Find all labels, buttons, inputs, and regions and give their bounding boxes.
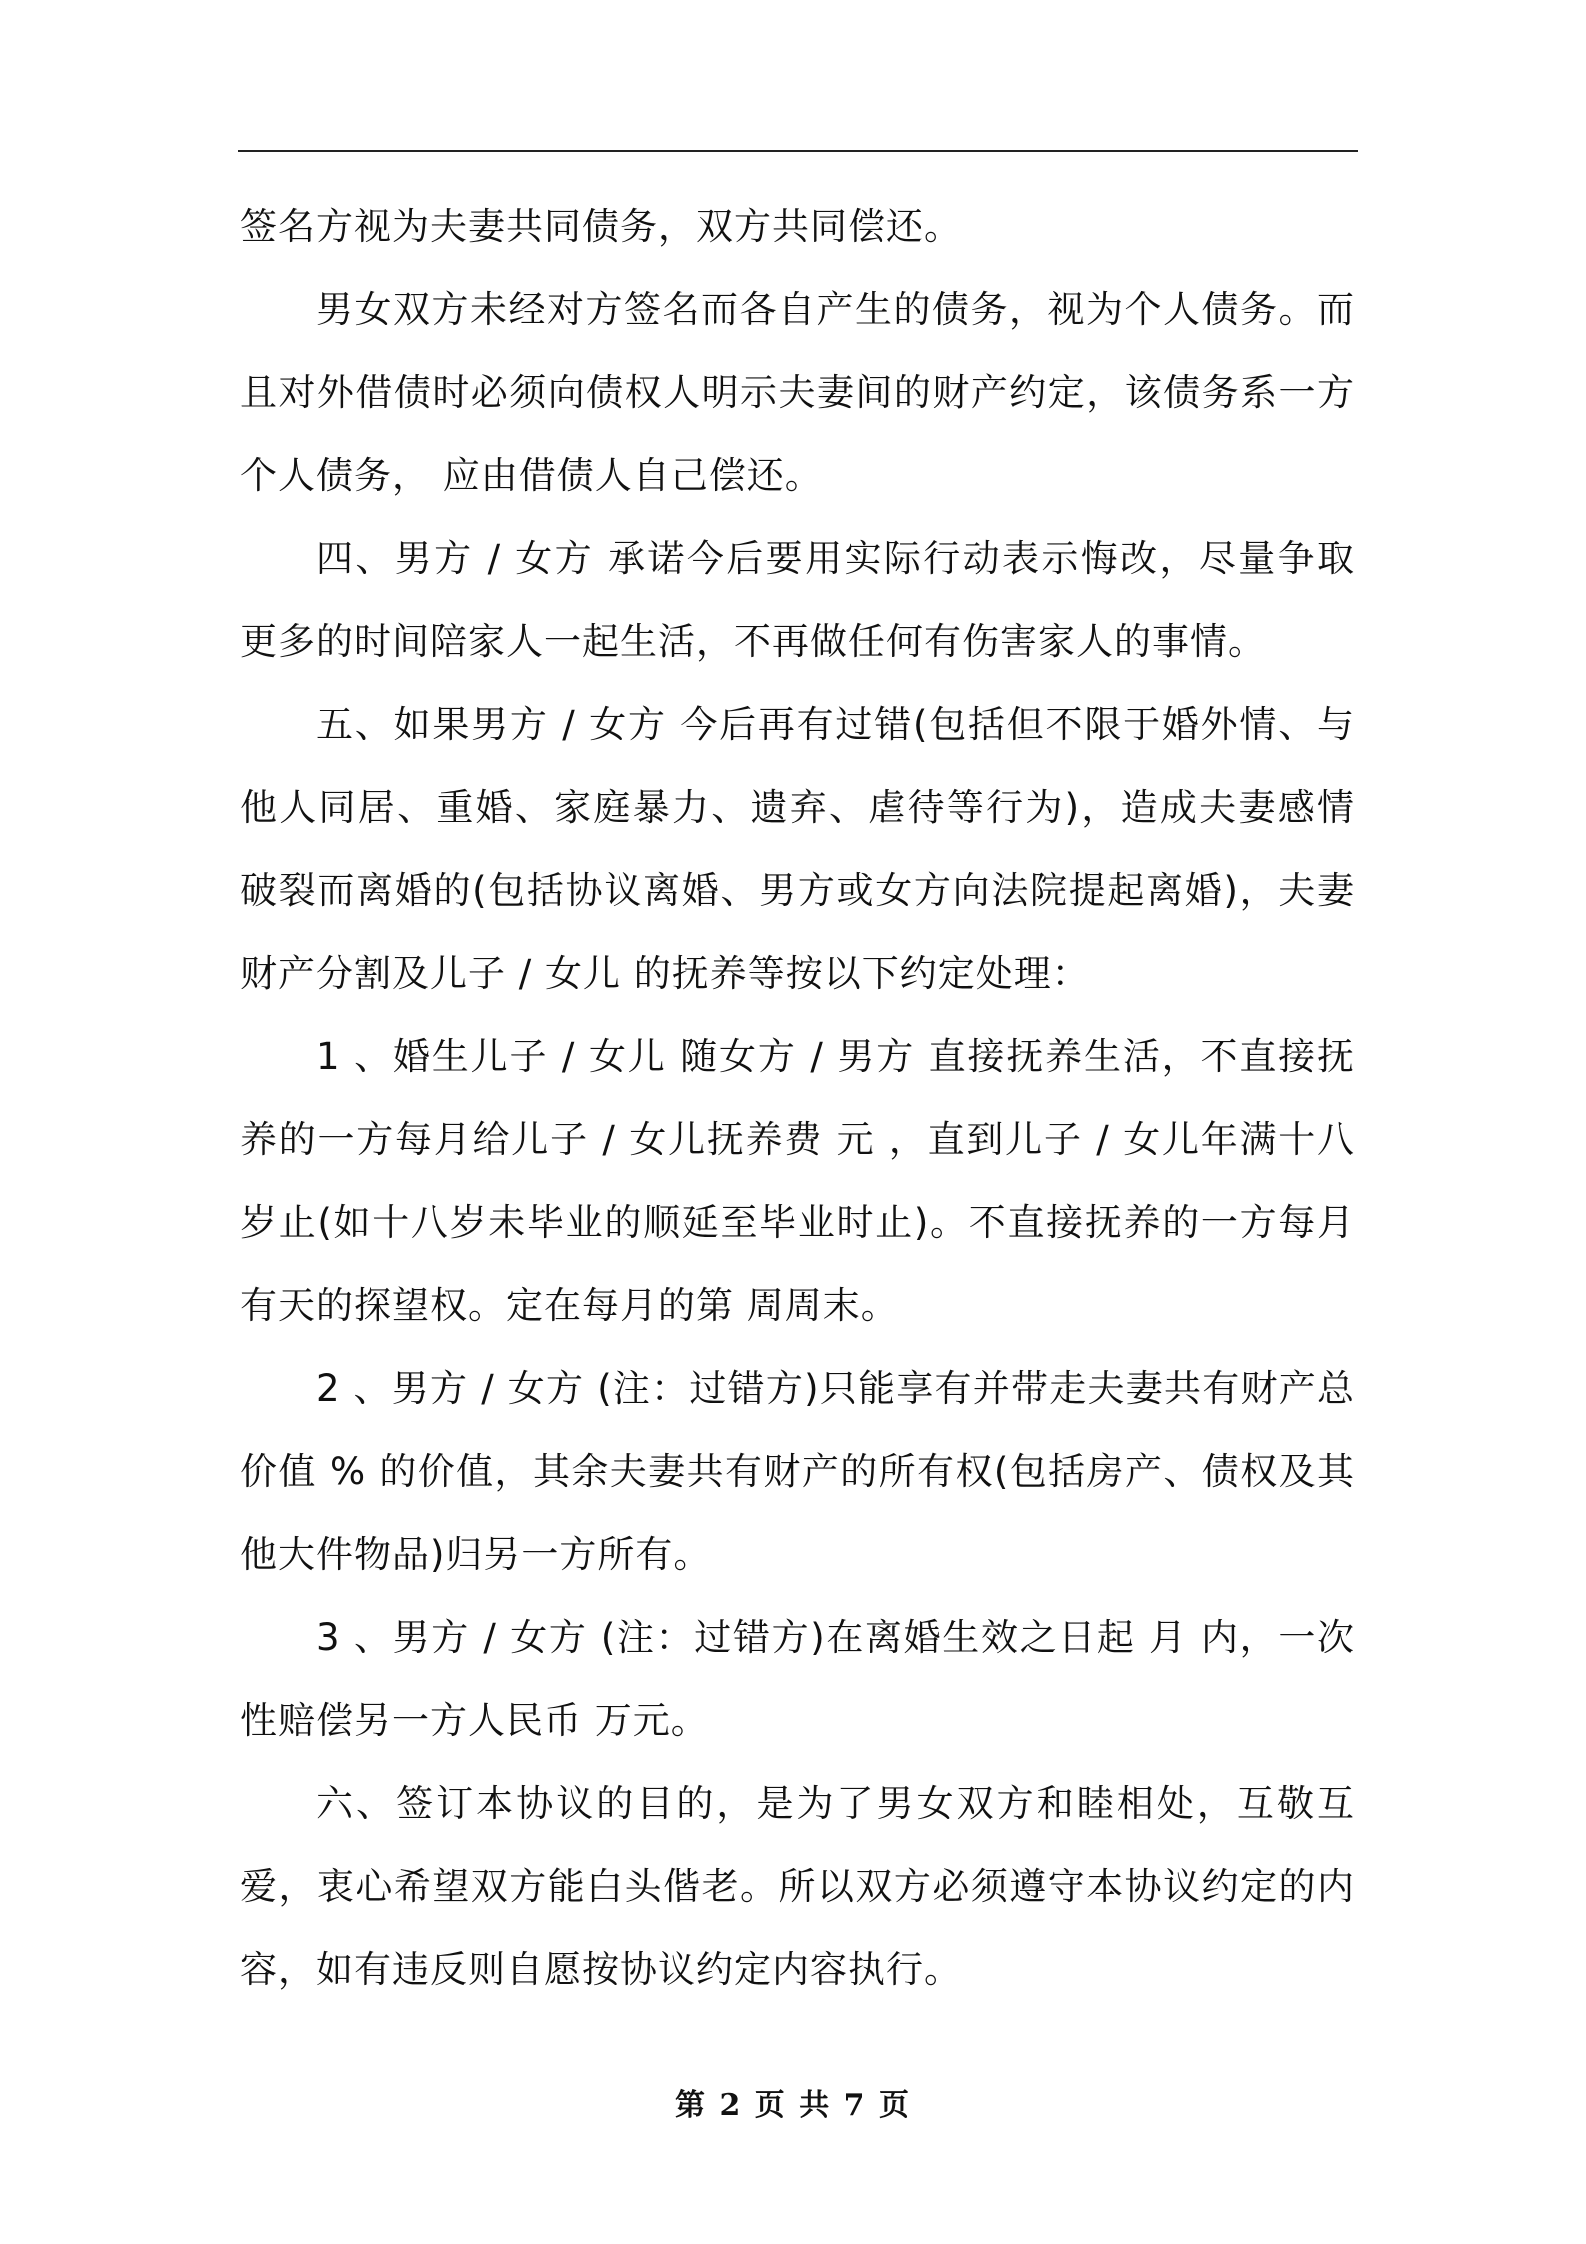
paragraph-continuation: 签名方视为夫妻共同债务，双方共同偿还。 bbox=[240, 205, 962, 248]
paragraph-clause-four: 四、男方 / 女方 承诺今后要用实际行动表示悔改，尽量争取更多的时间陪家人一起生活，不再做任何有伤害家人的事情。 bbox=[240, 537, 1355, 663]
document-body bbox=[240, 185, 1355, 2011]
paragraph-clause-five: 五、如果男方 / 女方 今后再有过错(包括但不限于婚外情、与他人同居、重婚、家庭暴力、遗弃、虐待等行为)，造成夫妻感情破裂而离婚的(包括协议离婚、男方或女方向法院提起离婚)，夫妻财产分割及儿子 / 女儿 的抚养等按以下约定处理： bbox=[240, 703, 1355, 995]
paragraph-item-one: 1 、婚生儿子 / 女儿 随女方 / 男方 直接抚养生活，不直接抚养的一方每月给儿子 / 女儿抚养费 元 ，直到儿子 / 女儿年满十八岁止(如十八岁未毕业的顺延至毕业时止)。不直接抚养的一方每月有天的探望权。定在每月的第 周周末。 bbox=[240, 1035, 1355, 1327]
page-number-footer: 第 2 页 共 7 页 bbox=[675, 2088, 911, 2123]
paragraph-item-three: 3 、男方 / 女方 (注：过错方)在离婚生效之日起 月 内，一次性赔偿另一方人民币 万元。 bbox=[240, 1616, 1355, 1742]
paragraph-clause-six: 六、签订本协议的目的，是为了男女双方和睦相处，互敬互爱，衷心希望双方能白头偕老。所以双方必须遵守本协议约定的内容，如有违反则自愿按协议约定内容执行。 bbox=[240, 1782, 1355, 1991]
header-rule bbox=[238, 150, 1358, 152]
paragraph-personal-debt: 男女双方未经对方签名而各自产生的债务，视为个人债务。而且对外借债时必须向债权人明示夫妻间的财产约定，该债务系一方个人债务， 应由借债人自己偿还。 bbox=[240, 288, 1355, 497]
paragraph-item-two: 2 、男方 / 女方 (注：过错方)只能享有并带走夫妻共有财产总价值 % 的价值，其余夫妻共有财产的所有权(包括房产、债权及其他大件物品)归另一方所有。 bbox=[240, 1367, 1355, 1576]
